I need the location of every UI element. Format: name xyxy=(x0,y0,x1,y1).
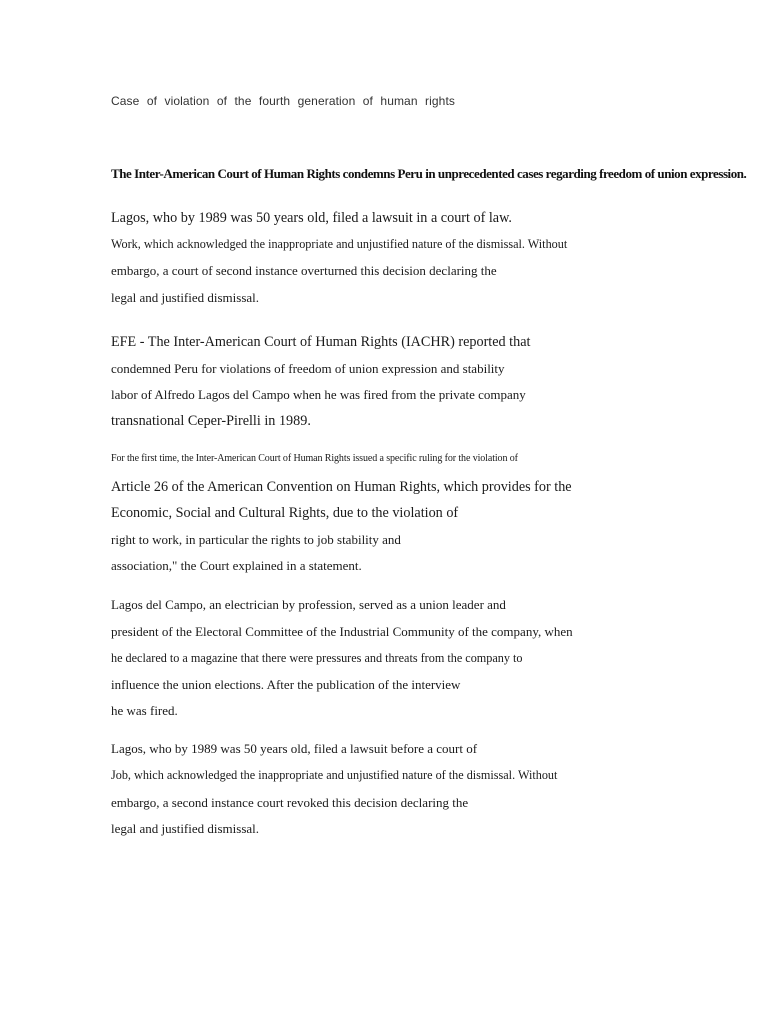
paragraph-1-line-1: Lagos, who by 1989 was 50 years old, filed a lawsuit in a court of law. xyxy=(111,210,512,226)
paragraph-2-line-4: transnational Ceper-Pirelli in 1989. xyxy=(111,413,311,429)
paragraph-1-line-4: legal and justified dismissal. xyxy=(111,290,260,305)
paragraph-4-line-1: Lagos del Campo, an electrician by profession, served as a union leader and xyxy=(111,597,506,612)
paragraph-3-line-2: Article 26 of the American Convention on Human Rights, which provides for the xyxy=(111,479,572,495)
paragraph-3-line-1: For the first time, the Inter-American Court of Human Rights issued a specific ruling for the violation of xyxy=(111,453,518,464)
paragraph-5-line-1: Lagos, who by 1989 was 50 years old, filed a lawsuit before a court of xyxy=(111,741,478,756)
paragraph-1-line-3: embargo, a court of second instance overturned this decision declaring the xyxy=(111,263,497,278)
paragraph-3-line-5: association," the Court explained in a statement. xyxy=(111,558,362,573)
paragraph-2-line-1: EFE - The Inter-American Court of Human Rights (IACHR) reported that xyxy=(111,334,531,350)
paragraph-4-line-4: influence the union elections. After the publication of the interview xyxy=(111,677,461,692)
paragraph-5-line-4: legal and justified dismissal. xyxy=(111,821,260,836)
paragraph-1-line-2: Work, which acknowledged the inappropriate and unjustified nature of the dismissal. Without xyxy=(111,237,568,251)
paragraph-2-line-3: labor of Alfredo Lagos del Campo when he was fired from the private company xyxy=(111,387,526,402)
paragraph-4-line-3: he declared to a magazine that there were pressures and threats from the company to xyxy=(111,651,523,665)
article-headline: The Inter-American Court of Human Rights condemns Peru in unprecedented cases regarding freedom of union expression. xyxy=(111,166,747,181)
paragraph-3-line-4: right to work, in particular the rights to job stability and xyxy=(111,532,401,547)
document-heading: Case of violation of the fourth generation of human rights xyxy=(111,94,455,108)
paragraph-5-line-3: embargo, a second instance court revoked this decision declaring the xyxy=(111,795,469,810)
paragraph-4-line-2: president of the Electoral Committee of the Industrial Community of the company, when xyxy=(111,624,573,639)
paragraph-2-line-2: condemned Peru for violations of freedom of union expression and stability xyxy=(111,361,505,376)
paragraph-5-line-2: Job, which acknowledged the inappropriate and unjustified nature of the dismissal. Without xyxy=(111,768,558,782)
paragraph-3-line-3: Economic, Social and Cultural Rights, due to the violation of xyxy=(111,505,459,521)
paragraph-4-line-5: he was fired. xyxy=(111,703,178,718)
